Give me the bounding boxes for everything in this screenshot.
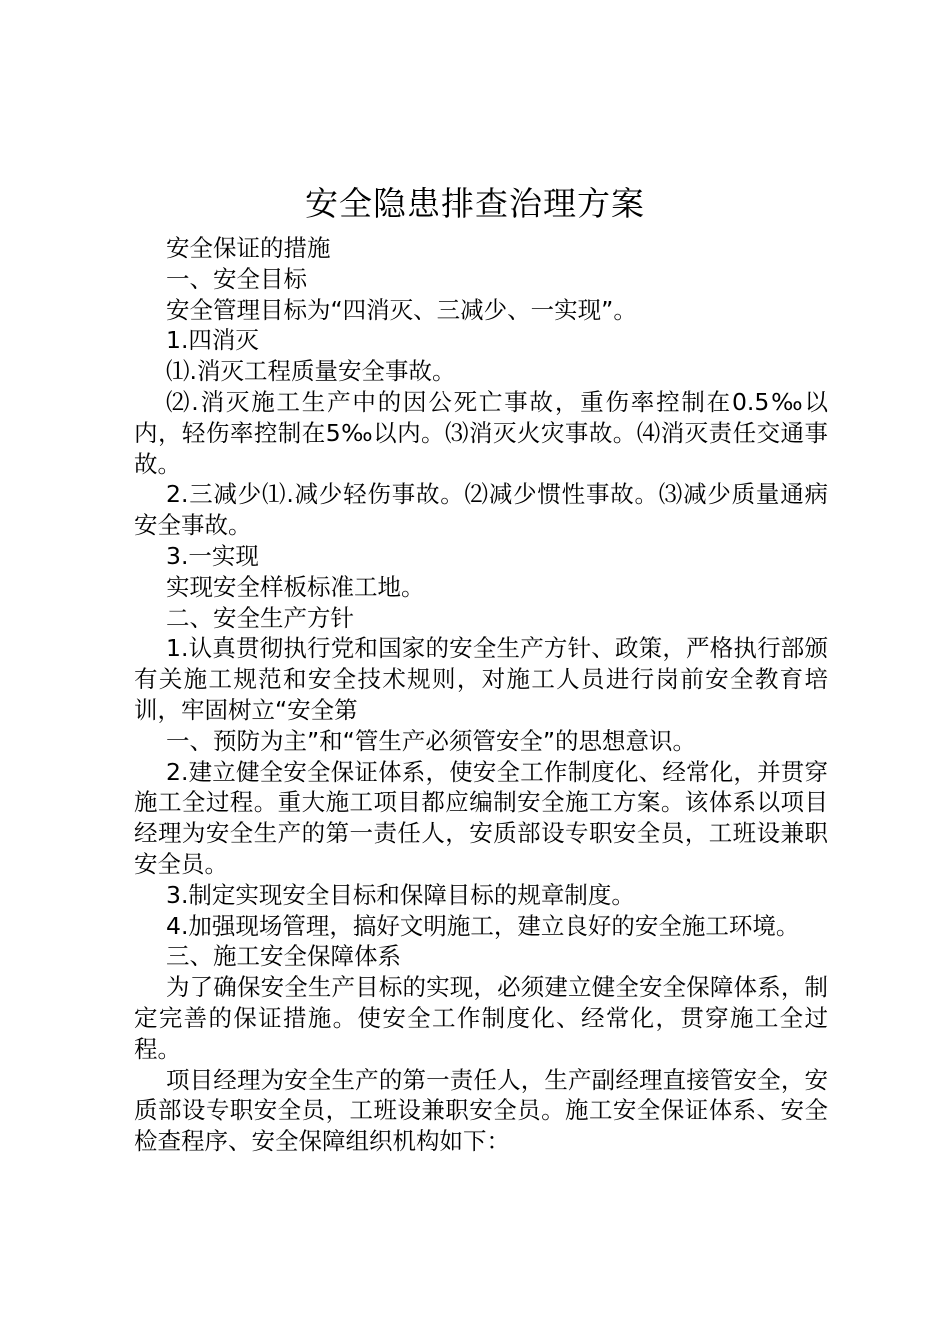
paragraph: 项目经理为安全生产的第一责任人，生产副经理直接管安全，安质部设专职安全员，工班设兼职安全员。施工安全保证体系、安全检查程序、安全保障组织机构如下： bbox=[134, 1065, 828, 1156]
paragraph: 1.认真贯彻执行党和国家的安全生产方针、政策，严格执行部颁有关施工规范和安全技术规则，对施工人员进行岗前安全教育培训，牢固树立“安全第 bbox=[134, 634, 828, 724]
paragraph: 为了确保安全生产目标的实现，必须建立健全安全保障体系，制定完善的保证措施。使安全工作制度化、经常化，贯穿施工全过程。 bbox=[134, 973, 828, 1063]
paragraph: 3.一实现 bbox=[166, 541, 259, 570]
paragraph: 一、安全目标 bbox=[166, 264, 307, 293]
paragraph: ⑵.消灭施工生产中的因公死亡事故，重伤率控制在0.5‰以内，轻伤率控制在5‰以内。⑶消灭火灾事故。⑷消灭责任交通事故。 bbox=[134, 387, 828, 478]
paragraph: 二、安全生产方针 bbox=[166, 603, 354, 632]
paragraph: 4.加强现场管理，搞好文明施工，建立良好的安全施工环境。 bbox=[166, 911, 800, 940]
document-title: 安全隐患排查治理方案 bbox=[305, 184, 645, 223]
paragraph: 安全保证的措施 bbox=[166, 234, 331, 262]
paragraph: 1.四消灭 bbox=[166, 326, 259, 355]
paragraph: ⑴.消灭工程质量安全事故。 bbox=[166, 357, 456, 386]
paragraph: 安全管理目标为“四消灭、三减少、一实现”。 bbox=[166, 295, 637, 324]
paragraph: 2.建立健全安全保证体系，使安全工作制度化、经常化，并贯穿施工全过程。重大施工项目都应编制安全施工方案。该体系以项目经理为安全生产的第一责任人，安质部设专职安全员，工班设兼职安全员。 bbox=[134, 757, 828, 878]
paragraph: 3.制定实现安全目标和保障目标的规章制度。 bbox=[166, 880, 635, 909]
paragraph: 2.三减少⑴.减少轻伤事故。⑵减少惯性事故。⑶减少质量通病安全事故。 bbox=[134, 480, 828, 540]
document-body bbox=[134, 233, 828, 1157]
paragraph: 实现安全样板标准工地。 bbox=[166, 572, 425, 601]
paragraph: 三、施工安全保障体系 bbox=[166, 942, 401, 971]
paragraph: 一、预防为主”和“管生产必须管安全”的思想意识。 bbox=[166, 726, 697, 755]
